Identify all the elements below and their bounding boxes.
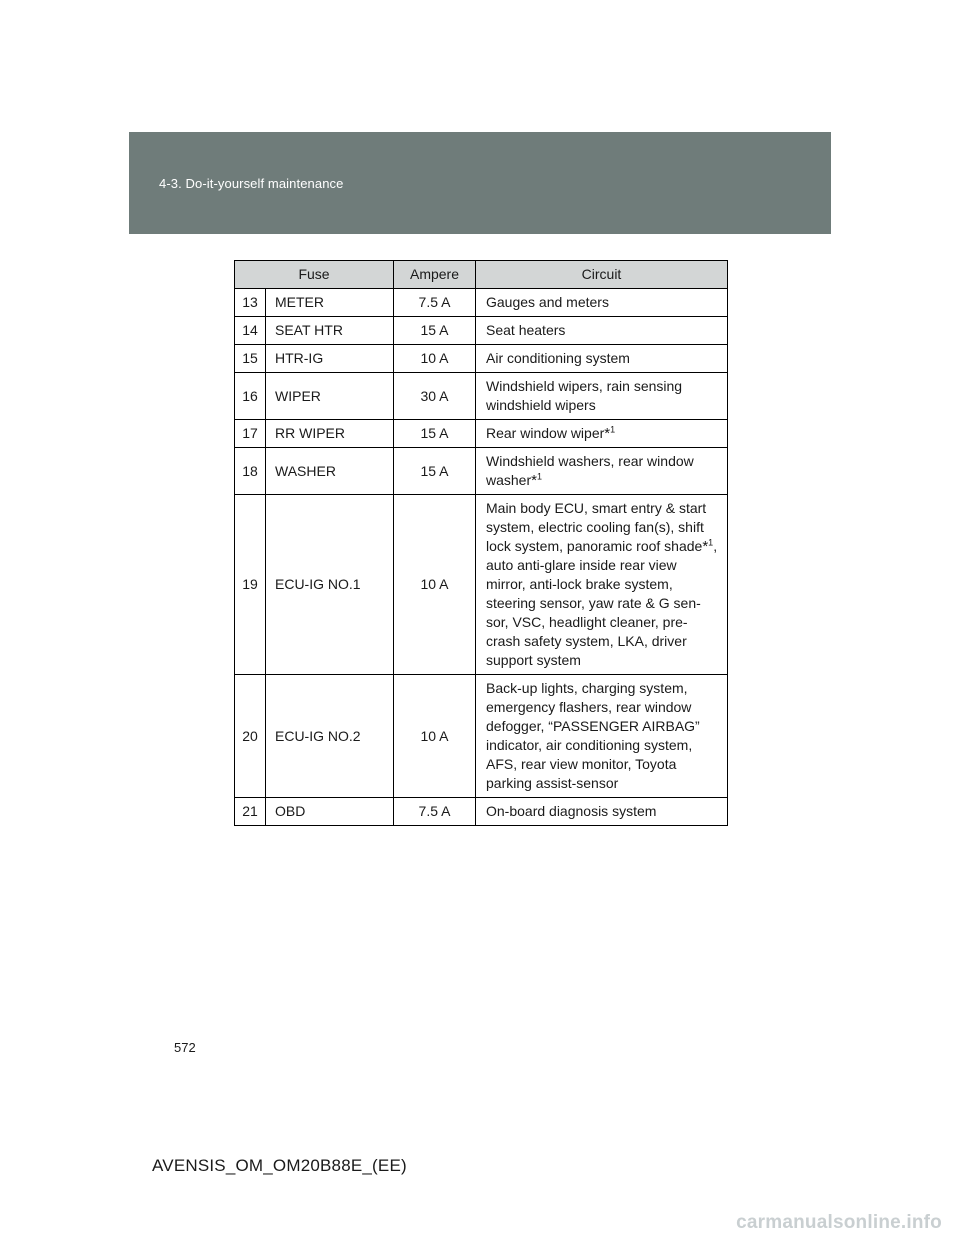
fuse-ampere: 15 A <box>394 448 476 495</box>
fuse-circuit-cell <box>476 448 728 495</box>
section-header-band <box>129 132 831 234</box>
fuse-number: 15 <box>235 345 266 373</box>
fuse-ampere: 10 A <box>394 345 476 373</box>
table-row <box>235 448 728 495</box>
fuse-name: WIPER <box>266 373 394 420</box>
fuse-circuit: Main body ECU, smart entry & start system, electric cooling fan(s), shift lock system, panoramic roof shade <box>486 500 707 554</box>
table-row <box>235 675 728 798</box>
watermark-text: carmanualsonline.info <box>736 1212 942 1233</box>
fuse-number: 19 <box>235 495 266 675</box>
fuse-circuit: Windshield wipers, rain sensing windshield wipers <box>476 373 728 420</box>
fuse-ampere: 10 A <box>394 675 476 798</box>
fuse-circuit: Back-up lights, charging system, emergency flashers, rear window defogger, “PASSENGER AIRBAG” indicator, air conditioning system, AFS, rear view monitor, Toyota parking assist-sensor <box>476 675 728 798</box>
fuse-ampere: 15 A <box>394 317 476 345</box>
fuse-circuit: On-board diagnosis system <box>476 798 728 826</box>
fuse-name: RR WIPER <box>266 420 394 448</box>
fuse-number: 18 <box>235 448 266 495</box>
fuse-name: ECU-IG NO.2 <box>266 675 394 798</box>
fuse-number: 14 <box>235 317 266 345</box>
fuse-circuit: Rear window wiper <box>486 425 605 441</box>
fuse-circuit: Air conditioning system <box>476 345 728 373</box>
footnote-asterisk: * <box>531 472 537 489</box>
fuse-circuit: Windshield washers, rear window washer <box>486 453 694 488</box>
fuse-number: 21 <box>235 798 266 826</box>
fuse-circuit-cell <box>476 420 728 448</box>
table-row <box>235 289 728 317</box>
fuse-name: ECU-IG NO.1 <box>266 495 394 675</box>
document-id: AVENSIS_OM_OM20B88E_(EE) <box>152 1156 407 1175</box>
fuse-ampere: 10 A <box>394 495 476 675</box>
fuse-number: 13 <box>235 289 266 317</box>
section-title: 4-3. Do-it-yourself maintenance <box>159 176 344 191</box>
fuse-number: 16 <box>235 373 266 420</box>
fuse-number: 17 <box>235 420 266 448</box>
table-header-row <box>235 261 728 289</box>
fuse-ampere: 7.5 A <box>394 798 476 826</box>
fuse-name: SEAT HTR <box>266 317 394 345</box>
column-header-fuse: Fuse <box>235 261 394 289</box>
table-row <box>235 798 728 826</box>
table-row <box>235 420 728 448</box>
fuse-name: WASHER <box>266 448 394 495</box>
footnote-asterisk: * <box>604 425 611 442</box>
fuse-ampere: 7.5 A <box>394 289 476 317</box>
table-row <box>235 495 728 675</box>
fuse-name: OBD <box>266 798 394 826</box>
table-row <box>235 317 728 345</box>
fuse-circuit-continued: , auto anti-glare inside rear view mirror, anti-lock brake system, steering sensor, yaw rate & G sen- sor, VSC, headlight cleaner, pre- crash safety system, LKA, driver support system <box>486 538 718 668</box>
fuse-ampere: 15 A <box>394 420 476 448</box>
footnote-asterisk: * <box>702 538 709 555</box>
table-row <box>235 373 728 420</box>
page-number: 572 <box>174 1040 196 1055</box>
footnote-number: 1 <box>536 471 542 482</box>
fuse-number: 20 <box>235 675 266 798</box>
footnote-number: 1 <box>610 424 616 435</box>
fuse-name: HTR-IG <box>266 345 394 373</box>
table-row <box>235 345 728 373</box>
fuse-name: METER <box>266 289 394 317</box>
fuse-ampere: 30 A <box>394 373 476 420</box>
fuse-circuit: Gauges and meters <box>476 289 728 317</box>
footnote-number: 1 <box>708 537 714 548</box>
column-header-ampere: Ampere <box>394 261 476 289</box>
column-header-circuit: Circuit <box>476 261 728 289</box>
fuse-table <box>234 260 728 826</box>
fuse-circuit-cell <box>476 495 728 675</box>
fuse-circuit: Seat heaters <box>476 317 728 345</box>
